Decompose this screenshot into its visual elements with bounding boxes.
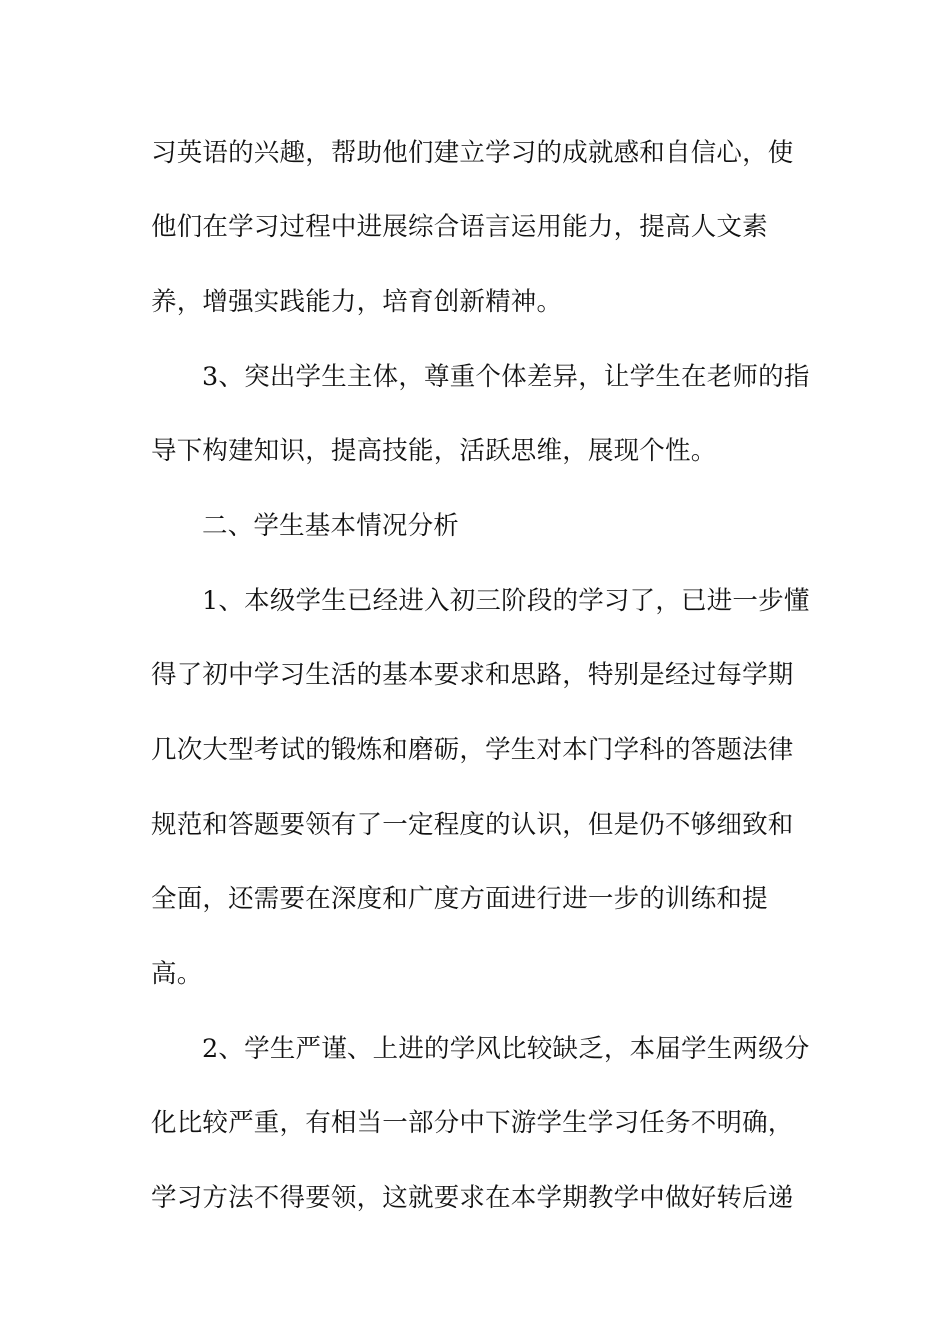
- body-text-line: 几次大型考试的锻炼和磨砺，学生对本门学科的答题法律: [151, 735, 794, 765]
- body-text-line: 学习方法不得要领，这就要求在本学期教学中做好转后递: [151, 1183, 794, 1213]
- section-heading: 二、学生基本情况分析: [202, 511, 460, 541]
- body-text-line: 他们在学习过程中进展综合语言运用能力，提高人文素: [151, 212, 768, 242]
- body-text-line: 化比较严重，有相当一部分中下游学生学习任务不明确，: [151, 1108, 794, 1138]
- body-text-line: 习英语的兴趣，帮助他们建立学习的成就感和自信心，使: [151, 138, 794, 168]
- body-text-line: 导下构建知识，提高技能，活跃思维，展现个性。: [151, 436, 717, 466]
- body-text-line: 3、突出学生主体，尊重个体差异，让学生在老师的指: [202, 362, 810, 392]
- body-text-line: 高。: [151, 959, 203, 989]
- body-text-line: 养，增强实践能力，培育创新精神。: [151, 287, 563, 317]
- body-text-line: 2、学生严谨、上进的学风比较缺乏，本届学生两级分: [202, 1034, 810, 1064]
- body-text-line: 1、本级学生已经进入初三阶段的学习了，已进一步懂: [202, 586, 810, 616]
- body-text-line: 全面，还需要在深度和广度方面进行进一步的训练和提: [151, 884, 768, 914]
- body-text-line: 得了初中学习生活的基本要求和思路，特别是经过每学期: [151, 660, 794, 690]
- body-text-line: 规范和答题要领有了一定程度的认识，但是仍不够细致和: [151, 810, 794, 840]
